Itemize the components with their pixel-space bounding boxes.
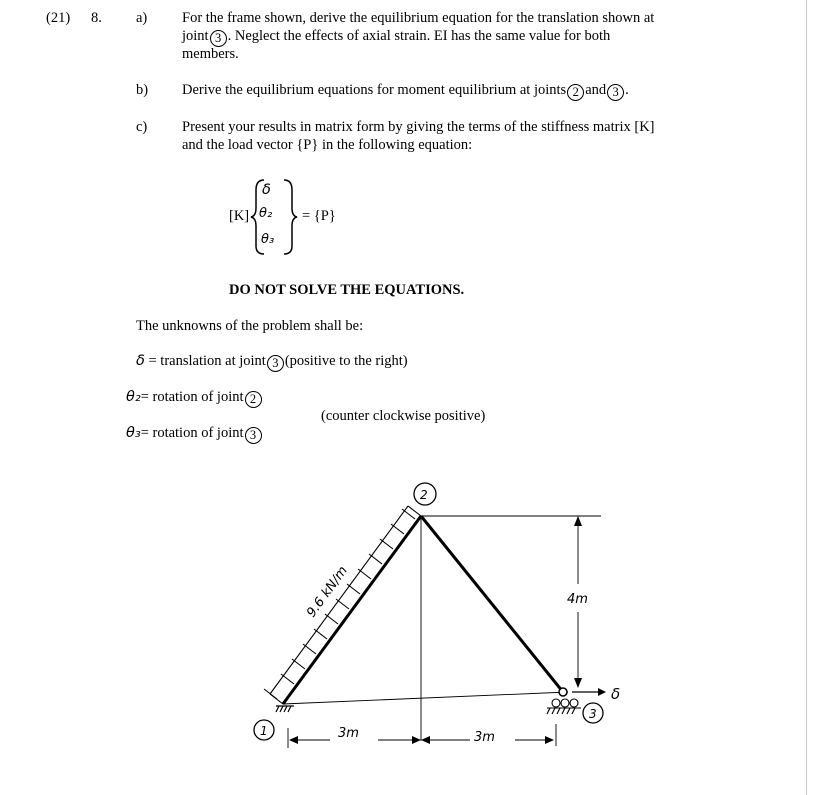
vector-theta2: θ₂ — [259, 206, 273, 221]
node-3-label: 3 — [589, 707, 597, 721]
left-span-label: 3m — [338, 726, 359, 741]
part-b-and: and — [585, 82, 607, 98]
delta-definition: = translation at joint — [148, 353, 266, 369]
part-a-line3: members. — [182, 46, 239, 62]
joint-3-marker: 3 — [267, 355, 284, 372]
joint-3-pin — [559, 688, 567, 696]
theta2-symbol: θ₂ — [126, 389, 141, 405]
vector-delta: δ — [262, 182, 271, 198]
roller-support-3 — [547, 699, 581, 714]
joint-2-marker: 2 — [245, 391, 262, 408]
theta3-symbol: θ₃ — [126, 425, 141, 441]
vector-theta3: θ₃ — [261, 232, 275, 247]
joint-3-marker: 3 — [607, 84, 624, 101]
part-b-period: . — [625, 82, 629, 98]
fixed-support-1 — [276, 706, 294, 712]
do-not-solve-note: DO NOT SOLVE THE EQUATIONS. — [229, 282, 465, 298]
distributed-load — [264, 506, 421, 704]
part-a-line2-rest: . Neglect the effects of axial strain. EI has the same value for both — [227, 28, 611, 44]
member-1-2 — [283, 516, 421, 704]
load-label: 9.6 kN/m — [304, 563, 351, 621]
part-a-joint-word: joint — [182, 28, 209, 44]
problem-number: 8. — [91, 10, 102, 26]
theta2-definition: = rotation of joint — [140, 389, 244, 405]
part-c-label: c) — [136, 119, 148, 135]
points-label: (21) — [46, 10, 71, 26]
part-a-line1: For the frame shown, derive the equilibrium equation for the translation shown at — [182, 10, 655, 26]
node-2-label: 2 — [420, 488, 428, 502]
load-vector-equals: = {P} — [302, 208, 336, 224]
base-line — [283, 692, 568, 704]
part-a-label: a) — [136, 10, 148, 26]
joint-3-marker: 3 — [245, 427, 262, 444]
part-b-sentence: Derive the equilibrium equations for moment equilibrium at joints — [182, 82, 567, 98]
right-span-label: 3m — [474, 730, 495, 745]
node-1-label: 1 — [260, 724, 268, 738]
unknowns-intro: The unknowns of the problem shall be: — [136, 318, 364, 334]
rotation-sign-note: (counter clockwise positive) — [321, 408, 486, 424]
part-b-label: b) — [136, 82, 149, 98]
joint-3-marker: 3 — [210, 30, 227, 47]
theta3-definition: = rotation of joint — [140, 425, 244, 441]
member-2-3 — [421, 516, 563, 692]
delta-label: δ — [611, 685, 621, 703]
joint-2-marker: 2 — [567, 84, 584, 101]
part-c-line2: and the load vector {P} in the following equation: — [182, 137, 473, 153]
part-c-line1: Present your results in matrix form by giving the terms of the stiffness matrix [K] — [182, 119, 655, 135]
delta-note: (positive to the right) — [284, 353, 408, 369]
stiffness-matrix-symbol: [K] — [229, 208, 250, 224]
delta-symbol: δ — [136, 353, 145, 369]
height-label: 4m — [567, 592, 588, 607]
